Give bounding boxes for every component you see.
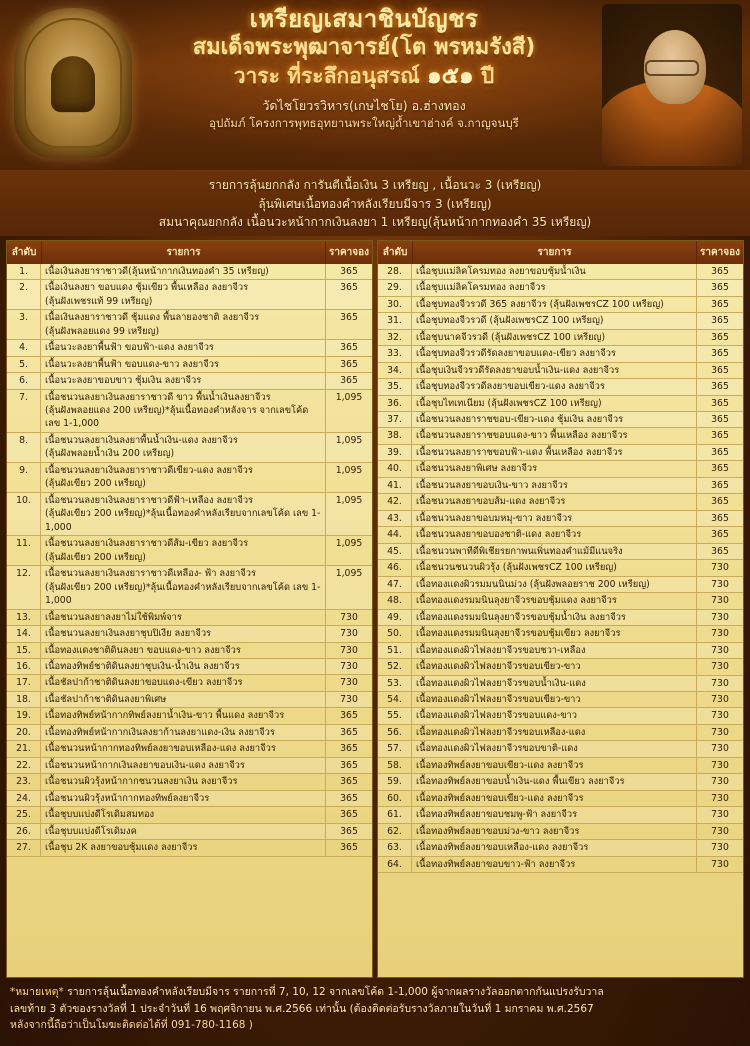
row-description: เนื้อชนวนพาทีดีพิเชียรยกาพนเพิ่นทองคำแม้มีแนจริง xyxy=(412,544,697,559)
row-price: 730 xyxy=(711,809,729,821)
row-price: 365 xyxy=(711,545,729,557)
row-description: เนื้อทองทิพย์ลงยาขอบเหลือง-แดง ลงยาจีวร xyxy=(412,840,697,855)
poster-header xyxy=(0,0,750,170)
row-price: 365 xyxy=(340,710,358,722)
table-row xyxy=(7,536,372,566)
row-price: 730 xyxy=(340,644,358,656)
row-index: 43. xyxy=(378,511,412,526)
row-index: 16. xyxy=(7,659,41,674)
row-price: 730 xyxy=(711,776,729,788)
row-description: เนื้อทองทิพย์ลงยาขอบเขียว-แดง ลงยาจีวร xyxy=(412,758,697,773)
row-index: 2. xyxy=(7,280,41,309)
row-index: 49. xyxy=(378,610,412,625)
row-index: 26. xyxy=(7,824,41,839)
row-description: เนื้อทองทิพย์ลงยาขอบชมพู-ฟ้า ลงยาจีวร xyxy=(412,807,697,822)
row-description: เนื้อชนวนหน้ากากเงินลงยาขอบเงิน-แดง ลงยาจีวร xyxy=(41,758,326,773)
table-row xyxy=(378,511,743,527)
column-header-desc: รายการ xyxy=(42,241,326,264)
row-price: 730 xyxy=(711,726,729,738)
table-row xyxy=(378,560,743,576)
row-description-sub: (ลุ้นฝังพลอยน้ำเงิน 200 เหรียญ) xyxy=(45,448,175,460)
row-index: 63. xyxy=(378,840,412,855)
row-index: 47. xyxy=(378,577,412,592)
footer-notes xyxy=(10,984,740,1034)
footer-remark-label: *หมายเหตุ* xyxy=(10,985,64,998)
row-description: เนื้อทองทิพย์หน้ากากทิพย์ลงยาน้ำเงิน-ขาว พื้นแดง ลงยาจีวร xyxy=(41,708,326,723)
row-price: 365 xyxy=(340,743,358,755)
row-description: เนื้อชนวนลงยาขอบส้ม-แดง ลงยาจีวร xyxy=(412,494,697,509)
row-index: 20. xyxy=(7,725,41,740)
row-index: 31. xyxy=(378,313,412,328)
row-description: เนื้อชุบทองจีวรวดีรัดลงยาขอบแดง-เขียว ลงยาจีวร xyxy=(412,346,697,361)
column-header-no: ลำดับ xyxy=(7,241,42,264)
table-row xyxy=(7,610,372,626)
row-price: 730 xyxy=(711,595,729,607)
row-price: 365 xyxy=(711,282,729,294)
column-header-price: ราคาจอง xyxy=(328,246,370,258)
row-price: 365 xyxy=(340,342,358,354)
row-description: เนื้อชนวนลงยาเงินลงยาชุบปิเงีย ลงยาจีวร xyxy=(41,626,326,641)
row-description: เนื้อทองทิพย์หน้ากากเงินลงยาก้านลงยาแดง-เงิน ลงยาจีวร xyxy=(41,725,326,740)
row-price: 365 xyxy=(711,529,729,541)
row-index: 29. xyxy=(378,280,412,295)
monk-portrait xyxy=(602,4,742,166)
row-description: เนื้อชนวนลงยาลงยาไม่ใช้พิมพ์จาร xyxy=(41,610,326,625)
row-description: เนื้อชนวนลงยาเงินลงยาราชาวดีส้ม-เขียว ลงยาจีวร (ลุ้นฝังเขียว 200 เหรียญ) xyxy=(41,536,326,565)
table-row xyxy=(7,433,372,463)
row-description: เนื้อชนวนลงยาเงินลงยาราชาวดีเขียว-แดง ลงยาจีวร (ลุ้นฝังเขียว 200 เหรียญ) xyxy=(41,463,326,492)
row-price: 730 xyxy=(711,743,729,755)
table-row xyxy=(378,264,743,280)
table-row xyxy=(378,610,743,626)
table-row xyxy=(378,494,743,510)
row-price: 365 xyxy=(340,358,358,370)
table-row xyxy=(7,463,372,493)
row-description: เนื้อชัลปาก้าชาติดินลงยาพิเศษ xyxy=(41,692,326,707)
row-description: เนื้อทองทิพย์ลงยาขอบขาว-ฟ้า ลงยาจีวร xyxy=(412,857,697,872)
table-row xyxy=(378,346,743,362)
row-price: 730 xyxy=(711,578,729,590)
row-index: 33. xyxy=(378,346,412,361)
row-price: 365 xyxy=(711,364,729,376)
row-index: 44. xyxy=(378,527,412,542)
table-row xyxy=(7,725,372,741)
table-row xyxy=(7,791,372,807)
table-row xyxy=(7,692,372,708)
table-row xyxy=(7,708,372,724)
row-index: 3. xyxy=(7,310,41,339)
row-price: 1,095 xyxy=(335,494,363,506)
row-price: 730 xyxy=(711,628,729,640)
row-index: 48. xyxy=(378,593,412,608)
table-row xyxy=(378,692,743,708)
row-index: 55. xyxy=(378,708,412,723)
row-index: 54. xyxy=(378,692,412,707)
row-description: เนื้อชนวนลงยาพิเศษ ลงยาจีวร xyxy=(412,461,697,476)
row-price: 730 xyxy=(711,710,729,722)
row-description: เนื้อชนวนชนวนผิวรุ้ง (ลุ้นฝังเพชรCZ 100 เหรียญ) xyxy=(412,560,697,575)
commemorative-medal-icon xyxy=(14,8,132,158)
row-price: 365 xyxy=(711,265,729,277)
project-subtitle: อุปถัมภ์ โครงการพุทธอุทยานพระใหญ่ถ้ำเขาฮ่างค์ จ.กาญจนบุรี xyxy=(209,116,519,131)
row-description: เนื้อทองแดงผิวไฟลงยาจีวรขอบขาติ-แดง xyxy=(412,741,697,756)
row-index: 18. xyxy=(7,692,41,707)
table-row xyxy=(7,310,372,340)
row-description: เนื้อชุบทองจีวรวดีลงยาขอบเขียว-แดง ลงยาจีวร xyxy=(412,379,697,394)
row-price: 730 xyxy=(340,693,358,705)
row-price: 365 xyxy=(340,726,358,738)
table-row xyxy=(378,445,743,461)
row-description-sub: (ลุ้นฝังเขียว 200 เหรียญ)*ลุ้นเนื้อทองคำหลังเรียบจากเลขโค้ด เลข 1-1,000 xyxy=(45,508,321,533)
row-index: 64. xyxy=(378,857,412,872)
footer-remark-text: รายการลุ้นเนื้อทองคำหลังเรียบมีจาร รายการที่ 7, 10, 12 จากเลขโค้ด 1-1,000 ผู้จากผลรางวัลออกตากกันแปรงรับวาล xyxy=(63,985,604,998)
table-row xyxy=(7,659,372,675)
row-index: 38. xyxy=(378,428,412,443)
table-row xyxy=(7,774,372,790)
anniversary-suffix: ปี xyxy=(473,63,495,88)
table-row xyxy=(378,643,743,659)
table-row xyxy=(378,626,743,642)
row-description: เนื้อชุบทองจีวรวดี (ลุ้นฝังเพชรCZ 100 เหรียญ) xyxy=(412,313,697,328)
table-row xyxy=(378,527,743,543)
row-description: เนื้อชุบบแบ่งดีโรเดิมงค xyxy=(41,824,326,839)
anniversary-number: ๑๕๑ xyxy=(427,62,474,89)
row-index: 21. xyxy=(7,741,41,756)
row-index: 62. xyxy=(378,824,412,839)
table-row xyxy=(7,373,372,389)
row-description: เนื้อนวะลงยาพื้นฟ้า ขอบแดง-ขาว ลงยาจีวร xyxy=(41,357,326,372)
row-price: 365 xyxy=(711,298,729,310)
title-block xyxy=(128,6,600,133)
row-price: 730 xyxy=(340,611,358,623)
poster-title-line3 xyxy=(128,62,600,91)
row-description: เนื้อชนวนลงยาเงินลงยาราชาวดี ขาว พื้นน้ำเงินลงยาจีวร (ลุ้นฝังพลอยแดง 200 เหรียญ)*ลุ้นเนื้อทองคำหลังจาร จากเลขโค้ด เลข 1-1,000 xyxy=(41,390,326,432)
row-price: 365 xyxy=(711,315,729,327)
row-price: 365 xyxy=(340,375,358,387)
row-index: 6. xyxy=(7,373,41,388)
row-index: 28. xyxy=(378,264,412,279)
row-description: เนื้อชุบบแบ่งดีโรเดิมสมทอง xyxy=(41,807,326,822)
row-index: 52. xyxy=(378,659,412,674)
row-description: เนื้อชุบไทเทเนียม (ลุ้นฝังเพชรCZ 100 เหรียญ) xyxy=(412,396,697,411)
row-description: เนื้อเงินลงยาราชาวดี ชุ้มแดง พื้นลายองชาติ ลงยาจีวร (ลุ้นฝังพลอยแดง 99 เหรียญ) xyxy=(41,310,326,339)
row-description: เนื้อชนวนลงยาเงินลงยาราชาวดีเหลือง- ฟ้า ลงยาจีวร (ลุ้นฝังเขียว 200 เหรียญ)*ลุ้นเนื้อทองคำหลังเรียบจากเลขโค้ด เลข 1-1,000 xyxy=(41,566,326,608)
table-row xyxy=(378,363,743,379)
row-index: 1. xyxy=(7,264,41,279)
row-index: 50. xyxy=(378,626,412,641)
row-description: เนื้อเงินลงยา ขอบแดง ชุ้มเขียว พื้นเหลือง ลงยาจีวร (ลุ้นฝังเพชรแท้ 99 เหรียญ) xyxy=(41,280,326,309)
row-description: เนื้อทองแดงชาติดินลงยา ขอบแดง-ขาว ลงยาจีวร xyxy=(41,643,326,658)
row-price: 730 xyxy=(711,792,729,804)
promo-notes xyxy=(0,170,750,236)
table-row xyxy=(378,758,743,774)
promo-note-2: ลุ้นพิเศษเนื้อทองคำหลังเรียบมีจาร 3 (เหรียญ) xyxy=(258,196,492,211)
row-description: เนื้อทองแดงผิวไฟลงยาจีวรขอบแดง-ขาว xyxy=(412,708,697,723)
row-description: เนื้อชนวนหน้ากากทองทิพย์ลงยาขอบเหลือง-แดง ลงยาจีวร xyxy=(41,741,326,756)
table-row xyxy=(378,461,743,477)
row-index: 24. xyxy=(7,791,41,806)
row-price: 365 xyxy=(711,479,729,491)
table-row xyxy=(7,280,372,310)
row-description: เนื้อชุบนาคจีวรวดี (ลุ้นฝังเพชรCZ 100 เหรียญ) xyxy=(412,330,697,345)
row-index: 56. xyxy=(378,725,412,740)
row-description: เนื้อนวะลงยาพื้นฟ้า ขอบฟ้า-แดง ลงยาจีวร xyxy=(41,340,326,355)
row-description: เนื้อทองแดงผิวไฟลงยาจีวรขอบชวา-เหลือง xyxy=(412,643,697,658)
table-row xyxy=(378,544,743,560)
promo-note-3: สมนาคุณยกกลัง เนื้อนวะหน้ากากเงินลงยา 1 เหรียญ(ลุ้นหน้ากากทองคำ 35 เหรียญ) xyxy=(158,215,592,230)
poster-title-line2: สมเด็จพระพุฒาจารย์(โต พรหมรังสี) xyxy=(192,34,536,60)
row-description: เนื้อชัลปาก้าชาติดินลงยาขอบแดง-เขียว ลงยาจีวร xyxy=(41,675,326,690)
row-description-sub: (ลุ้นฝังเขียว 200 เหรียญ)*ลุ้นเนื้อทองคำหลังเรียบจากเลขโค้ด เลข 1-1,000 xyxy=(45,581,321,607)
table-row xyxy=(7,340,372,356)
row-description: เนื้อทองแดงรมมนินลุงยาจีวรขอบชุ้มแดง ลงยาจีวร xyxy=(412,593,697,608)
row-price: 365 xyxy=(340,776,358,788)
row-price: 730 xyxy=(711,825,729,837)
row-description: เนื้อชนวนลงยาขอบเงิน-ขาว ลงยาจีวร xyxy=(412,478,697,493)
table-row xyxy=(7,357,372,373)
table-row xyxy=(378,824,743,840)
row-description: เนื้อชุบเงินจีวรวดีรัดลงยาขอบน้ำเงิน-แดง ลงยาจีวร xyxy=(412,363,697,378)
row-description: เนื้อทองแดงรมมนินลุงยาจีวรขอบชุ้มเขียว ลงยาจีวร xyxy=(412,626,697,641)
row-index: 7. xyxy=(7,390,41,432)
row-description: เนื้อชุบแม่ลิคโครมทอง ลงยาขอบชุ้มน้ำเงิน xyxy=(412,264,697,279)
row-description: เนื้อทองแดงผิวไฟลงยาจีวรขอบเขียว-ขาว xyxy=(412,659,697,674)
table-row xyxy=(378,741,743,757)
column-header-desc: รายการ xyxy=(413,241,697,264)
footer-line-3: หลังจากนี้ถือว่าเป็นโมฆะติดต่อได้ที่ 091-780-1168 ) xyxy=(10,1019,253,1032)
row-price: 730 xyxy=(711,759,729,771)
table-row xyxy=(378,280,743,296)
row-price: 365 xyxy=(340,842,358,854)
row-description: เนื้อทองทิพย์ลงยาขอบม่วง-ขาว ลงยาจีวร xyxy=(412,824,697,839)
table-row xyxy=(378,478,743,494)
row-description: เนื้อทองแดงผิวไฟลงยาจีวรขอบเหลือง-แดง xyxy=(412,725,697,740)
row-description-sub: (ลุ้นฝังพลอยแดง 200 เหรียญ)*ลุ้นเนื้อทองคำหลังจาร จากเลขโค้ด เลข 1-1,000 xyxy=(45,405,309,430)
row-description: เนื้อชุบ 2K ลงยาขอบชุ้มแดง ลงยาจีวร xyxy=(41,840,326,855)
row-index: 61. xyxy=(378,807,412,822)
footer-line-1 xyxy=(10,984,740,1001)
row-price: 1,095 xyxy=(335,391,363,403)
row-index: 58. xyxy=(378,758,412,773)
table-row xyxy=(7,840,372,856)
row-index: 19. xyxy=(7,708,41,723)
table-row xyxy=(378,412,743,428)
row-price: 365 xyxy=(711,430,729,442)
table-row xyxy=(378,577,743,593)
row-price: 365 xyxy=(340,265,358,277)
row-index: 10. xyxy=(7,493,41,535)
table-row xyxy=(378,840,743,856)
table-row xyxy=(7,626,372,642)
table-body-left xyxy=(7,264,372,977)
row-index: 5. xyxy=(7,357,41,372)
row-index: 36. xyxy=(378,396,412,411)
row-price: 365 xyxy=(340,825,358,837)
row-description: เนื้อชนวนลงยาขอบมหมุ-ขาว ลงยาจีวร xyxy=(412,511,697,526)
table-row xyxy=(378,774,743,790)
table-row xyxy=(7,741,372,757)
row-description-sub: (ลุ้นฝังเขียว 200 เหรียญ) xyxy=(45,478,146,490)
table-row xyxy=(378,708,743,724)
row-price: 730 xyxy=(711,842,729,854)
row-index: 37. xyxy=(378,412,412,427)
poster-title-line1: เหรียญเสมาชินบัญชร xyxy=(249,5,479,33)
row-index: 32. xyxy=(378,330,412,345)
row-description-sub: (ลุ้นฝังเขียว 200 เหรียญ) xyxy=(45,551,146,563)
row-description: เนื้อทองแดงรมมนินลุงยาจีวรขอบชุ้มน้ำเงิน ลงยาจีวร xyxy=(412,610,697,625)
row-price: 730 xyxy=(711,858,729,870)
table-row xyxy=(378,725,743,741)
footer-line-2: เลขท้าย 3 ตัวของรางวัลที่ 1 ประจำวันที่ 16 พฤศจิกายน พ.ศ.2566 เท่านั้น (ต้องติดต่อรับรางวัลภายในวันที่ 1 มกราคม พ.ศ.2567 xyxy=(10,1002,594,1015)
row-price: 1,095 xyxy=(335,464,363,476)
row-index: 35. xyxy=(378,379,412,394)
table-row xyxy=(7,390,372,433)
row-index: 23. xyxy=(7,774,41,789)
row-description: เนื้อเงินลงยาราชาวดี(ลุ้นหน้ากากเงินทองคำ 35 เหรียญ) xyxy=(41,264,326,279)
row-index: 17. xyxy=(7,675,41,690)
row-price: 365 xyxy=(711,348,729,360)
table-row xyxy=(378,807,743,823)
row-price: 730 xyxy=(711,677,729,689)
row-description: เนื้อชุบทองจีวรวดี 365 ลงยาจีวร (ลุ้นฝังเพชรCZ 100 เหรียญ) xyxy=(412,297,697,312)
row-index: 9. xyxy=(7,463,41,492)
row-description: เนื้อชนวนลงยาเงินลงยาราชาวดีฟ้า-เหลือง ลงยาจีวร (ลุ้นฝังเขียว 200 เหรียญ)*ลุ้นเนื้อทองคำหลังเรียบจากเลขโค้ด เลข 1-1,000 xyxy=(41,493,326,535)
row-description: เนื้อชนวนลงยาราชขอบ-เขียว-แดง ชุ้มเงิน ลงยาจีวร xyxy=(412,412,697,427)
row-price: 365 xyxy=(340,759,358,771)
row-description: เนื้อทองทิพย์ชาติดินลงยาชุบเงิน-น้ำเงิน ลงยาจีวร xyxy=(41,659,326,674)
price-list-tables xyxy=(6,240,744,978)
table-row xyxy=(7,758,372,774)
row-index: 60. xyxy=(378,791,412,806)
row-index: 57. xyxy=(378,741,412,756)
row-description: เนื้อชุบแม่ลิคโครมทอง ลงยาจีวร xyxy=(412,280,697,295)
row-description: เนื้อชนวนผิวรุ้งหน้ากากทองทิพย์ลงยาจีวร xyxy=(41,791,326,806)
row-description: เนื้อทองแดงผิวไฟลงยาจีวรขอบเขียว-ขาว xyxy=(412,692,697,707)
row-index: 45. xyxy=(378,544,412,559)
row-index: 12. xyxy=(7,566,41,608)
table-row xyxy=(7,264,372,280)
row-description: เนื้อทองแดงผิวไฟลงยาจีวรขอบน้ำเงิน-แดง xyxy=(412,676,697,691)
row-index: 51. xyxy=(378,643,412,658)
row-description-sub: (ลุ้นฝังเพชรแท้ 99 เหรียญ) xyxy=(45,295,153,307)
table-row xyxy=(378,857,743,873)
column-header-price: ราคาจอง xyxy=(699,246,741,258)
row-index: 41. xyxy=(378,478,412,493)
row-price: 730 xyxy=(711,661,729,673)
row-price: 365 xyxy=(340,312,358,324)
table-row xyxy=(378,313,743,329)
row-index: 27. xyxy=(7,840,41,855)
row-price: 365 xyxy=(340,792,358,804)
row-price: 730 xyxy=(340,660,358,672)
table-row xyxy=(378,659,743,675)
row-index: 42. xyxy=(378,494,412,509)
row-price: 365 xyxy=(711,463,729,475)
table-row xyxy=(7,566,372,609)
row-price: 1,095 xyxy=(335,434,363,446)
table-row xyxy=(378,297,743,313)
row-index: 15. xyxy=(7,643,41,658)
promo-note-1: รายการลุ้นยกกลัง การันตีเนื้อเงิน 3 เหรียญ , เนื้อนวะ 3 (เหรียญ) xyxy=(208,178,542,192)
row-description: เนื้อชนวนลงยาขอบองชาติ-แดง ลงยาจีวร xyxy=(412,527,697,542)
row-price: 730 xyxy=(711,562,729,574)
row-index: 11. xyxy=(7,536,41,565)
row-price: 365 xyxy=(711,414,729,425)
row-description: เนื้อชนวนลงยาราชขอบแดง-ขาว พื้นเหลือง ลงยาจีวร xyxy=(412,428,697,443)
row-index: 4. xyxy=(7,340,41,355)
table-row xyxy=(378,676,743,692)
table-row xyxy=(378,379,743,395)
row-index: 34. xyxy=(378,363,412,378)
row-price: 365 xyxy=(340,809,358,821)
row-price: 365 xyxy=(711,512,729,524)
anniversary-prefix: วาระ ที่ระลึกอนุสรณ์ xyxy=(233,63,428,88)
row-price: 1,095 xyxy=(335,538,363,550)
row-index: 46. xyxy=(378,560,412,575)
row-index: 59. xyxy=(378,774,412,789)
row-description: เนื้อชนวนลงยาเงินลงยาพื้นน้ำเงิน-แดง ลงยาจีวร (ลุ้นฝังพลอยน้ำเงิน 200 เหรียญ) xyxy=(41,433,326,462)
row-price: 730 xyxy=(340,677,358,689)
column-header-no: ลำดับ xyxy=(378,241,413,264)
row-price: 730 xyxy=(711,644,729,656)
table-header-left xyxy=(7,241,372,264)
temple-subtitle: วัดไชโยวรวิหาร(เกษไชโย) อ.ฮ่างทอง xyxy=(262,97,466,113)
row-price: 730 xyxy=(340,628,358,640)
row-description: เนื้อชนวนผิวรุ้งหน้ากากชนวนลงยาเงิน ลงยาจีวร xyxy=(41,774,326,789)
table-body-right xyxy=(378,264,743,977)
row-price: 365 xyxy=(711,381,729,393)
row-index: 13. xyxy=(7,610,41,625)
row-index: 39. xyxy=(378,445,412,460)
table-row xyxy=(378,593,743,609)
table-row xyxy=(7,643,372,659)
row-description: เนื้อนวะลงยาขอบขาว ชุ้มเงิน ลงยาจีวร xyxy=(41,373,326,388)
price-table-right xyxy=(377,240,744,978)
price-table-left xyxy=(6,240,373,978)
table-row xyxy=(7,824,372,840)
table-row xyxy=(378,791,743,807)
table-row xyxy=(7,493,372,536)
row-price: 365 xyxy=(711,446,729,458)
row-description-sub: (ลุ้นฝังพลอยแดง 99 เหรียญ) xyxy=(45,325,160,337)
row-index: 30. xyxy=(378,297,412,312)
row-index: 25. xyxy=(7,807,41,822)
row-index: 53. xyxy=(378,676,412,691)
row-index: 22. xyxy=(7,758,41,773)
table-header-right xyxy=(378,241,743,264)
table-row xyxy=(378,330,743,346)
row-description: เนื้อทองแดงผิวรมมนนินม่วง (ลุ้นฝังพลอยราช 200 เหรียญ) xyxy=(412,577,697,592)
row-price: 1,095 xyxy=(335,568,363,580)
table-row xyxy=(7,807,372,823)
row-index: 14. xyxy=(7,626,41,641)
row-description: เนื้อทองทิพย์ลงยาขอบเขียว-แดง ลงยาจีวร xyxy=(412,791,697,806)
table-row xyxy=(7,675,372,691)
table-row xyxy=(378,396,743,412)
row-price: 730 xyxy=(711,611,729,623)
row-price: 365 xyxy=(340,282,358,294)
row-price: 365 xyxy=(711,496,729,508)
row-price: 365 xyxy=(711,397,729,409)
table-row xyxy=(378,428,743,444)
row-index: 8. xyxy=(7,433,41,462)
row-description: เนื้อทองทิพย์ลงยาขอบน้ำเงิน-แดง พื้นเขียว ลงยาจีวร xyxy=(412,774,697,789)
row-price: 730 xyxy=(711,693,729,705)
row-index: 40. xyxy=(378,461,412,476)
row-price: 365 xyxy=(711,331,729,343)
row-description: เนื้อชนวนลงยาราชขอบฟ้า-แดง พื้นเหลือง ลงยาจีวร xyxy=(412,445,697,460)
